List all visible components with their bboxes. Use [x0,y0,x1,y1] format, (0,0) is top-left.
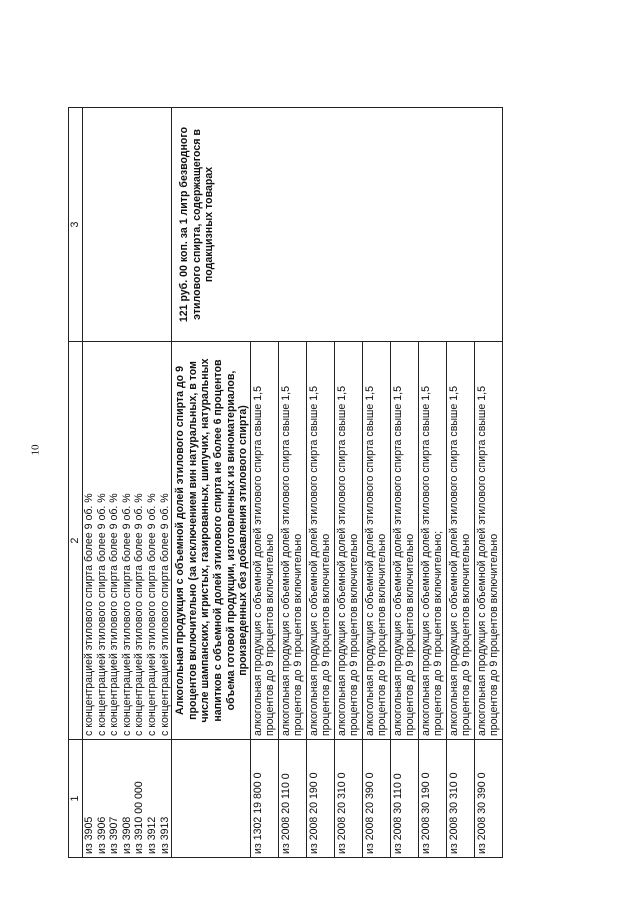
desc-cell: с концентрацией этилового спирта более 9 об. % [96,342,109,740]
rate-cell [96,108,109,342]
rate-cell [159,108,172,342]
desc-cell: алкогольная продукция с объемной долей этилового спирта свыше 1,5 процентов до 9 процентов включительно [250,342,278,740]
page-number: 10 [29,444,42,456]
rate-cell [108,108,121,342]
rate-cell [146,108,159,342]
rate-cell [121,108,134,342]
code-cell: из 2008 30 310 0 [446,740,474,858]
code-cell: из 2008 20 190 0 [306,740,334,858]
code-cell: из 3908 [121,740,134,858]
code-cell: из 3912 [146,740,159,858]
code-cell: из 3910 00 000 [133,740,146,858]
code-cell: из 3906 [96,740,109,858]
code-cell: из 2008 30 390 0 [474,740,502,858]
header-col-1: 1 [69,740,83,858]
desc-cell: алкогольная продукция с объемной долей этилового спирта свыше 1,5 процентов до 9 процентов включительно [446,342,474,740]
desc-cell: с концентрацией этилового спирта более 9 об. % [159,342,172,740]
desc-cell: алкогольная продукция с объемной долей этилового спирта свыше 1,5 процентов до 9 процентов включительно [334,342,362,740]
code-cell: из 3913 [159,740,172,858]
table-row [83,108,96,858]
rate-cell [133,108,146,342]
excise-table [68,107,503,858]
main-category-description: Алкогольная продукция с объемной долей этилового спирта до 9 процентов включительно (за исключением вин натуральных, в том числе шампанских, игристых, газированных, шипучих, натуральных напитков с объемной долей этилового спирта не более 6 процентов объема готовой продукции, изготовленных из виноматериалов, произведенных без добавления этилового спирта) [172,342,251,740]
table-row [96,108,109,858]
desc-cell: с концентрацией этилового спирта более 9 об. % [121,342,134,740]
main-category-row [172,108,251,858]
code-cell: из 2008 20 110 0 [278,740,306,858]
code-cell: из 2008 20 390 0 [362,740,390,858]
header-col-3: 3 [69,108,83,342]
desc-cell: алкогольная продукция с объемной долей этилового спирта свыше 1,5 процентов до 9 процентов включительно [278,342,306,740]
code-cell: из 2008 30 110 0 [390,740,418,858]
table-row [121,108,134,858]
excise-rate: 121 руб. 00 коп. за 1 литр безводного этилового спирта, содержащегося в подакцизных товарах [172,108,503,342]
desc-cell: алкогольная продукция с объемной долей этилового спирта свыше 1,5 процентов до 9 процентов включительно [390,342,418,740]
code-cell: из 2008 30 190 0 [418,740,446,858]
desc-cell: с концентрацией этилового спирта более 9 об. % [146,342,159,740]
desc-cell: с концентрацией этилового спирта более 9 об. % [83,342,96,740]
desc-cell: с концентрацией этилового спирта более 9 об. % [133,342,146,740]
code-cell: из 3907 [108,740,121,858]
desc-cell: с концентрацией этилового спирта более 9 об. % [108,342,121,740]
rotated-table-container [68,108,581,858]
table-row [146,108,159,858]
table-row [133,108,146,858]
header-row [69,108,83,858]
desc-cell: алкогольная продукция с объемной долей этилового спирта свыше 1,5 процентов до 9 процентов включительно [474,342,502,740]
table-row [108,108,121,858]
desc-cell: алкогольная продукция с объемной долей этилового спирта свыше 1,5 процентов до 9 процентов включительно [306,342,334,740]
code-cell: из 2008 20 310 0 [334,740,362,858]
table-row [159,108,172,858]
header-col-2: 2 [69,342,83,740]
code-cell [172,740,251,858]
desc-cell: алкогольная продукция с объемной долей этилового спирта свыше 1,5 процентов до 9 процентов включительно [362,342,390,740]
code-cell: из 1302 19 800 0 [250,740,278,858]
rate-cell [83,108,96,342]
desc-cell: алкогольная продукция с объемной долей этилового спирта свыше 1,5 процентов до 9 процентов включительно; [418,342,446,740]
code-cell: из 3905 [83,740,96,858]
